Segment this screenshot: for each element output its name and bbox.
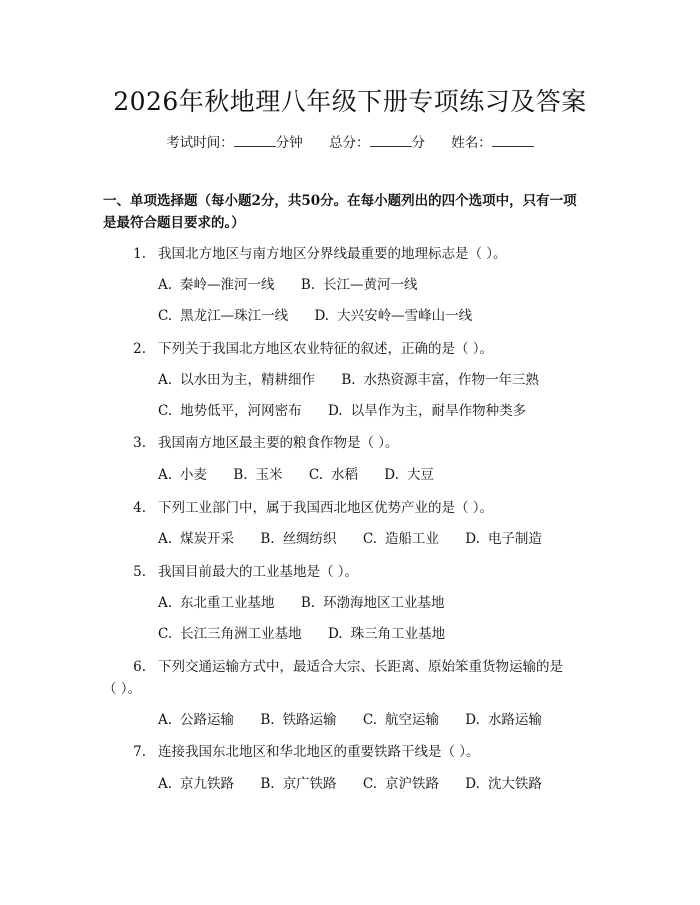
question-2 (103, 338, 603, 360)
total-score-unit: 分 (411, 135, 425, 151)
question-number: 1. (133, 246, 146, 262)
option-b (301, 274, 418, 296)
option-text: 丝绸纺织 (282, 531, 337, 547)
option-text: 水路运输 (487, 712, 542, 728)
question-5 (103, 561, 603, 583)
question-text: 连接我国东北地区和华北地区的重要铁路干线是（ ）。 (158, 744, 480, 760)
option-b (301, 592, 445, 614)
option-a (158, 592, 275, 614)
question-4 (103, 497, 603, 519)
question-1-options-row1 (158, 274, 440, 296)
exam-time-blank (234, 132, 276, 147)
option-c (158, 623, 302, 645)
option-text: 大豆 (406, 467, 434, 483)
option-text: 珠三角工业基地 (350, 626, 446, 642)
option-key: C. (308, 467, 323, 483)
option-c (363, 528, 439, 550)
option-key: D. (465, 776, 480, 792)
question-1 (103, 243, 603, 265)
option-key: C. (158, 308, 173, 324)
question-number: 4. (133, 500, 146, 516)
option-text: 环渤海地区工业基地 (323, 595, 445, 611)
option-key: B. (300, 595, 316, 611)
option-key: C. (158, 403, 173, 419)
total-score-label: 总分： (329, 135, 370, 151)
option-b (233, 464, 282, 486)
option-d (384, 464, 434, 486)
option-key: D. (465, 712, 480, 728)
exam-time-unit: 分钟 (275, 135, 303, 151)
total-score-blank (370, 132, 412, 147)
option-text: 铁路运输 (282, 712, 337, 728)
question-line1 (103, 656, 603, 678)
option-a (158, 274, 275, 296)
option-a (158, 773, 234, 795)
option-text: 公路运输 (180, 712, 235, 728)
exam-time-label: 考试时间： (166, 135, 234, 151)
option-text: 东北重工业基地 (180, 595, 275, 611)
question-5-options-row2 (158, 623, 467, 645)
question-2-options-row1 (158, 369, 561, 391)
question-number: 5. (133, 564, 146, 580)
question-6-options (158, 709, 564, 731)
option-key: D. (327, 626, 343, 642)
option-b (341, 369, 539, 391)
option-text: 秦岭—淮河一线 (180, 277, 275, 293)
option-key: A. (158, 277, 173, 293)
option-a (158, 369, 315, 391)
option-b (260, 528, 336, 550)
total-score-field (329, 131, 425, 151)
question-text: 我国北方地区与南方地区分界线最重要的地理标志是（ ）。 (158, 246, 507, 262)
option-text: 以水田为主，精耕细作 (180, 372, 316, 388)
option-key: B. (300, 277, 316, 293)
question-5-options-row1 (158, 592, 467, 614)
option-key: B. (260, 712, 275, 728)
option-key: C. (362, 712, 377, 728)
option-key: B. (260, 531, 275, 547)
option-c (158, 400, 302, 422)
option-d (465, 528, 542, 550)
question-text: 下列关于我国北方地区农业特征的叙述，正确的是（ ）。 (158, 341, 494, 357)
option-text: 京广铁路 (282, 776, 337, 792)
option-a (158, 709, 234, 731)
option-key: D. (314, 308, 330, 324)
question-text: 下列交通运输方式中，最适合大宗、长距离、原始笨重货物运输的是 (158, 659, 563, 675)
section-heading (103, 190, 603, 234)
option-text: 地势低平，河网密布 (180, 403, 302, 419)
option-key: A. (158, 467, 173, 483)
option-key: B. (260, 776, 275, 792)
option-key: C. (158, 626, 173, 642)
question-2-options-row2 (158, 400, 548, 422)
option-text: 玉米 (255, 467, 283, 483)
name-field (451, 131, 534, 151)
option-key: B. (341, 372, 356, 388)
option-text: 京沪铁路 (385, 776, 439, 792)
option-a (158, 528, 234, 550)
option-key: A. (158, 372, 173, 388)
option-text: 航空运输 (385, 712, 439, 728)
option-key: B. (233, 467, 248, 483)
option-key: D. (465, 531, 480, 547)
option-text: 京九铁路 (180, 776, 235, 792)
option-text: 以旱作为主，耐旱作物种类多 (350, 403, 527, 419)
option-d (465, 773, 542, 795)
option-d (328, 400, 526, 422)
option-b (260, 709, 336, 731)
name-label: 姓名： (451, 135, 492, 151)
question-7-options (158, 773, 564, 795)
question-number: 2. (133, 341, 146, 357)
question-text: 我国南方地区最主要的粮食作物是（ ）。 (158, 435, 399, 451)
question-line2: （ ）。 (103, 681, 142, 697)
exam-time-field (166, 131, 303, 151)
option-key: D. (384, 467, 399, 483)
question-6 (103, 656, 603, 700)
option-text: 长江三角洲工业基地 (180, 626, 302, 642)
option-text: 电子制造 (487, 531, 542, 547)
option-key: C. (362, 531, 377, 547)
option-key: A. (158, 712, 173, 728)
question-4-options (158, 528, 564, 550)
question-number: 6. (133, 659, 146, 675)
option-key: C. (362, 776, 377, 792)
option-c (158, 305, 288, 327)
exam-info-line (0, 131, 700, 151)
section-heading-line2: 是最符合题目要求的。） (103, 215, 245, 231)
option-c (363, 709, 439, 731)
option-d (465, 709, 542, 731)
section-heading-line1: 一、单项选择题（每小题2分，共50分。在每小题列出的四个选项中，只有一项 (103, 193, 577, 209)
question-number: 3. (133, 435, 146, 451)
document-title: 2026年秋地理八年级下册专项练习及答案 (113, 87, 587, 116)
option-text: 水热资源丰富，作物一年三熟 (363, 372, 540, 388)
option-key: A. (158, 776, 173, 792)
question-3-options (158, 464, 456, 486)
option-text: 水稻 (331, 467, 358, 483)
question-7 (103, 741, 603, 763)
option-key: A. (158, 595, 173, 611)
option-text: 黑龙江—珠江一线 (180, 308, 289, 324)
option-d (328, 623, 445, 645)
option-a (158, 464, 207, 486)
option-c (363, 773, 439, 795)
option-text: 长江—黄河一线 (323, 277, 418, 293)
option-key: D. (327, 403, 343, 419)
option-c (309, 464, 358, 486)
name-blank (492, 132, 534, 147)
option-text: 煤炭开采 (180, 531, 235, 547)
question-text: 我国目前最大的工业基地是（ ）。 (158, 564, 359, 580)
option-d (314, 305, 472, 327)
option-text: 造船工业 (385, 531, 439, 547)
option-b (260, 773, 336, 795)
option-text: 沈大铁路 (487, 776, 542, 792)
question-number: 7. (133, 744, 146, 760)
question-text: 下列工业部门中，属于我国西北地区优势产业的是（ ）。 (158, 500, 494, 516)
option-key: A. (158, 531, 173, 547)
question-3 (103, 432, 603, 454)
question-1-options-row2 (158, 305, 494, 327)
option-text: 大兴安岭—雪峰山一线 (337, 308, 473, 324)
option-text: 小麦 (180, 467, 208, 483)
